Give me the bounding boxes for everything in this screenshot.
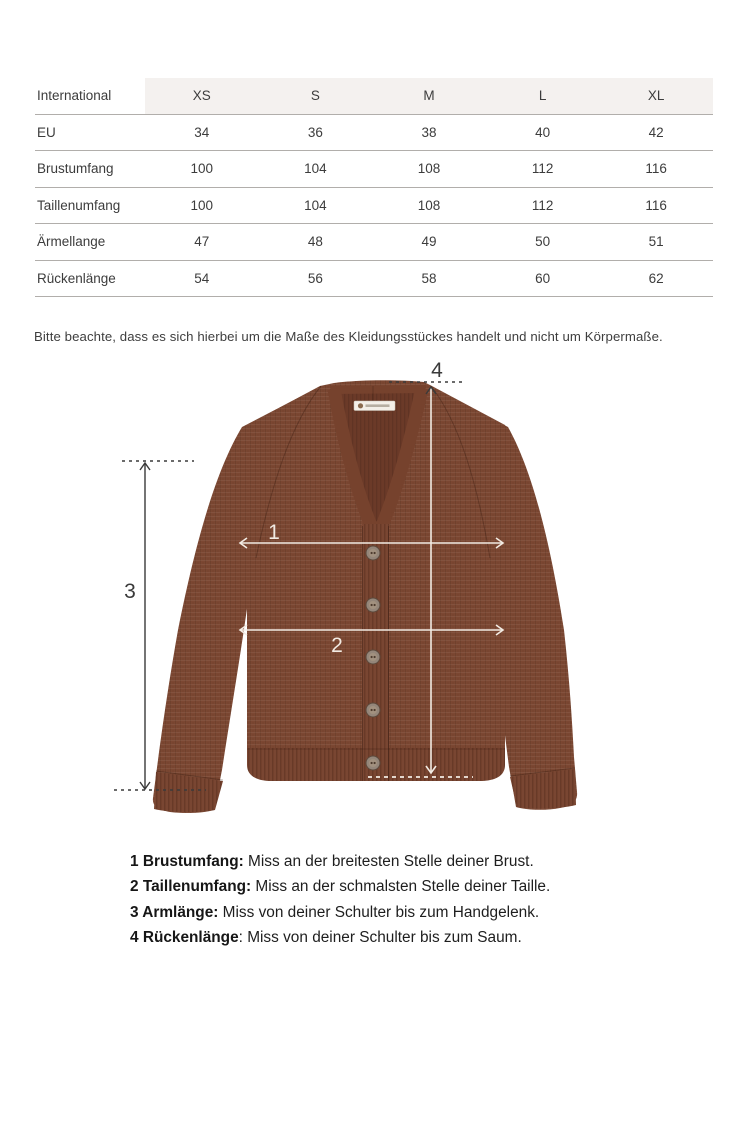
measurement-legend: [130, 849, 550, 951]
table-header-row: [35, 78, 713, 115]
table-row-label: EU: [37, 124, 56, 140]
table-cell: 112: [531, 197, 554, 213]
table-header-cell: L: [486, 78, 600, 114]
table-header-cell: M: [372, 78, 486, 114]
table-cell: 38: [421, 124, 437, 140]
table-cell: 116: [645, 197, 667, 213]
table-cell: 60: [535, 270, 551, 286]
measure-label-arm: 3: [124, 580, 136, 603]
table-cell: 51: [648, 234, 664, 250]
table-row: [35, 261, 713, 298]
table-row-label: Taillenumfang: [37, 197, 121, 213]
legend-term: 3 Armlänge:: [130, 903, 219, 921]
table-cell: 62: [648, 270, 664, 286]
table-cell: 40: [535, 124, 551, 140]
table-row: [35, 115, 713, 152]
size-table: [35, 78, 713, 297]
legend-term: 4 Rückenlänge: [130, 929, 239, 947]
measure-label-waist: 2: [331, 634, 343, 657]
legend-text: Miss von deiner Schulter bis zum Handgelenk.: [218, 903, 540, 921]
button: [366, 598, 380, 612]
table-cell: 34: [194, 124, 210, 140]
legend-text: Miss an der breitesten Stelle deiner Brust.: [243, 853, 534, 870]
button: [366, 703, 380, 717]
legend-item: [130, 900, 550, 925]
measure-label-chest: 1: [268, 521, 280, 544]
table-cell: 112: [531, 161, 554, 177]
button: [366, 546, 380, 560]
table-cell: 104: [304, 161, 327, 177]
table-header-cell: XL: [599, 78, 713, 114]
table-cell: 54: [194, 270, 210, 286]
table-cell: 36: [307, 124, 323, 140]
table-cell: 48: [307, 234, 323, 250]
legend-term: 2 Taillenumfang:: [130, 878, 252, 896]
measure-label-back: 4: [431, 360, 443, 382]
legend-item: [130, 874, 550, 899]
table-cell: 116: [645, 161, 667, 177]
cardigan-collar: [330, 385, 426, 394]
legend-item: [130, 925, 550, 950]
table-header-cell: XS: [145, 78, 259, 114]
cardigan-image: [153, 380, 577, 813]
table-header-label: International: [37, 88, 112, 104]
table-cell: 50: [535, 234, 551, 250]
table-row: [35, 224, 713, 261]
table-cell: 100: [190, 197, 214, 213]
button: [366, 756, 380, 770]
table-row: [35, 188, 713, 225]
table-cell: 104: [304, 197, 327, 213]
table-row-label: Brustumfang: [37, 161, 114, 177]
legend-term: 1 Brustumfang:: [130, 853, 244, 870]
size-guide-figure: [0, 360, 750, 825]
table-cell: 56: [307, 270, 323, 286]
legend-text: : Miss von deiner Schulter bis zum Saum.: [238, 929, 522, 947]
brand-label: [354, 401, 395, 411]
table-cell: 47: [194, 234, 210, 250]
table-cell: 49: [421, 234, 437, 250]
table-row-label: Rückenlänge: [37, 270, 116, 286]
table-row-label: Ärmellange: [37, 234, 106, 250]
measurement-note: Bitte beachte, dass es sich hierbei um die Maße des Kleidungsstückes handelt und nicht um Körpermaße.: [34, 329, 663, 344]
table-row: [35, 151, 713, 188]
table-header-cell: S: [259, 78, 373, 114]
table-cell: 42: [648, 124, 664, 140]
legend-text: Miss an der schmalsten Stelle deiner Taille.: [251, 878, 551, 896]
legend-item: [130, 849, 550, 874]
button: [366, 650, 380, 664]
table-cell: 108: [417, 161, 441, 177]
table-cell: 108: [417, 197, 441, 213]
table-cell: 100: [190, 161, 214, 177]
table-cell: 58: [421, 270, 437, 286]
